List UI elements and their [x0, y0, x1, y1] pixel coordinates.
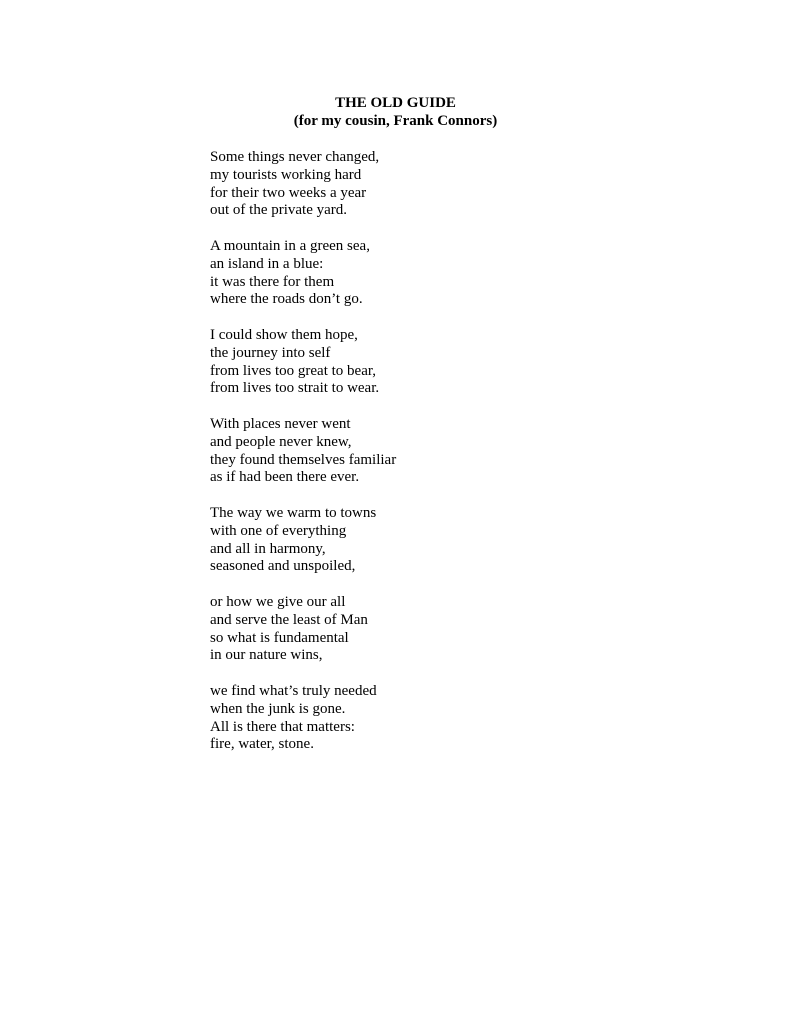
- poem-line: it was there for them: [210, 273, 335, 290]
- poem-line: from lives too great to bear,: [210, 362, 377, 379]
- poem-line: and people never knew,: [210, 433, 352, 450]
- poem-line: fire, water, stone.: [210, 736, 314, 753]
- poem-line: seasoned and unspoiled,: [210, 558, 356, 575]
- title-block: [0, 94, 791, 130]
- poem-line: in our nature wins,: [210, 647, 323, 664]
- poem-line: out of the private yard.: [210, 202, 348, 219]
- poem-line: an island in a blue:: [210, 255, 324, 272]
- poem-line: as if had been there ever.: [210, 469, 360, 486]
- poem-dedication: (for my cousin, Frank Connors): [293, 113, 498, 129]
- poem-line: the journey into self: [210, 344, 331, 361]
- poem-line: All is there that matters:: [210, 718, 355, 735]
- poem-line: when the junk is gone.: [210, 700, 346, 717]
- poem-line: or how we give our all: [210, 593, 346, 610]
- poem-line: we find what’s truly needed: [210, 682, 377, 699]
- stanza-1: [210, 149, 690, 220]
- poem-line: for their two weeks a year: [210, 184, 367, 201]
- poem-line: The way we warm to towns: [210, 504, 377, 521]
- poem-line: with one of everything: [210, 522, 347, 539]
- poem-line: where the roads don’t go.: [210, 291, 363, 308]
- poem-line: from lives too strait to wear.: [210, 380, 380, 397]
- stanza-5: [210, 505, 690, 576]
- poem-line: With places never went: [210, 415, 351, 432]
- poem-line: and all in harmony,: [210, 540, 326, 557]
- stanza-7: [210, 683, 690, 754]
- stanza-6: [210, 594, 690, 665]
- stanza-3: [210, 327, 690, 398]
- poem-line: Some things never changed,: [210, 149, 380, 165]
- poem-line: they found themselves familiar: [210, 451, 397, 468]
- poem-line: and serve the least of Man: [210, 611, 368, 628]
- poem-title: THE OLD GUIDE: [335, 95, 456, 111]
- poem-line: so what is fundamental: [210, 629, 349, 646]
- stanza-2: [210, 238, 690, 309]
- poem-body: [210, 149, 690, 772]
- poem-line: A mountain in a green sea,: [210, 237, 370, 254]
- poem-line: my tourists working hard: [210, 166, 362, 183]
- stanza-4: [210, 416, 690, 487]
- poem-line: I could show them hope,: [210, 326, 358, 343]
